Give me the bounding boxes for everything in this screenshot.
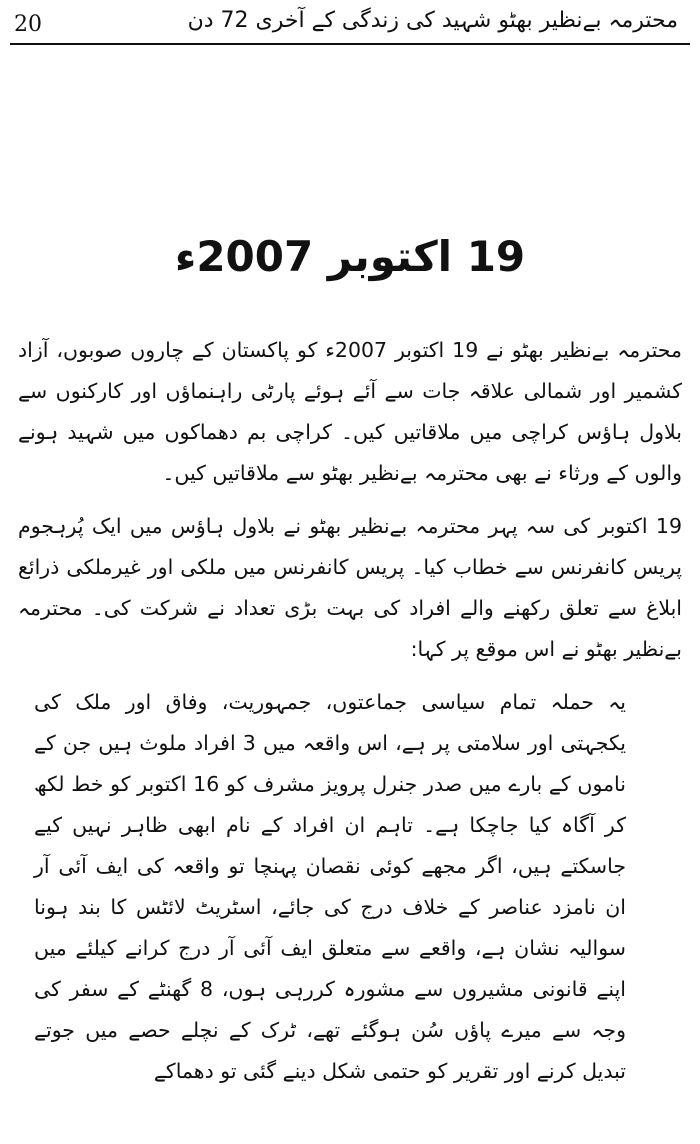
page-number: 20 bbox=[14, 12, 42, 37]
chapter-title: 19 اکتوبر 2007ء bbox=[174, 232, 526, 281]
paragraph: 19 اکتوبر کی سہ پہر محترمہ بےنظیر بھٹو نے بلاول ہاؤس میں ایک پُرہجوم پریس کانفرنس سے خطاب کیا۔ پریس کانفرنس میں ملکی اور غیرملکی ذرائع ابلاغ سے تعلق رکھنے والے افراد کی بہت بڑی تعداد نے شرکت کی۔ محترمہ بےنظیر بھٹو نے اس موقع پر کہا: bbox=[18, 514, 682, 661]
running-header-title: محترمہ بےنظیر بھٹو شہید کی زندگی کے آخری 72 دن bbox=[187, 8, 678, 33]
paragraph: محترمہ بےنظیر بھٹو نے 19 اکتوبر 2007ء کو پاکستان کے چاروں صوبوں، آزاد کشمیر اور شمالی علاقہ جات سے آئے ہوئے پارٹی راہنماؤں اور کارکنوں سے بلاول ہاؤس کراچی میں ملاقاتیں کیں۔ کراچی بم دھماکوں میں شہید ہونے والوں کے ورثاء نے بھی محترمہ بےنظیر بھٹو سے ملاقاتیں کیں۔ bbox=[18, 338, 682, 485]
header-rule bbox=[10, 43, 690, 45]
body-text bbox=[18, 330, 682, 1092]
quote-text: یہ حملہ تمام سیاسی جماعتوں، جمہوریت، وفاق اور ملک کی یکجہتی اور سلامتی پر ہے، اس واقعہ میں 3 افراد ملوث ہیں جن کے ناموں کے بارے میں صدر جنرل پرویز مشرف کو 16 اکتوبر کو خط لکھ کر آگاہ کیا جاچکا ہے۔ تاہم ان افراد کے نام ابھی ظاہر نہیں کیے جاسکتے ہیں، اگر مجھے کوئی نقصان پہنچا تو واقعہ کی ایف آئی آر ان نامزد عناصر کے خلاف درج کی جائے، اسٹریٹ لائٹس کا بند ہونا سوالیہ نشان ہے، واقعے سے متعلق ایف آئی آر درج کرانے کیلئے میں اپنے قانونی مشیروں سے مشورہ کررہی ہوں، 8 گھنٹے کے سفر کی وجہ سے میرے پاؤں سُن ہوگئے تھے، ٹرک کے نچلے حصے میں جوتے تبدیل کرنے اور تقریر کو حتمی شکل دینے گئی تو دھماکے bbox=[34, 690, 626, 1083]
block-quote bbox=[34, 682, 626, 1092]
